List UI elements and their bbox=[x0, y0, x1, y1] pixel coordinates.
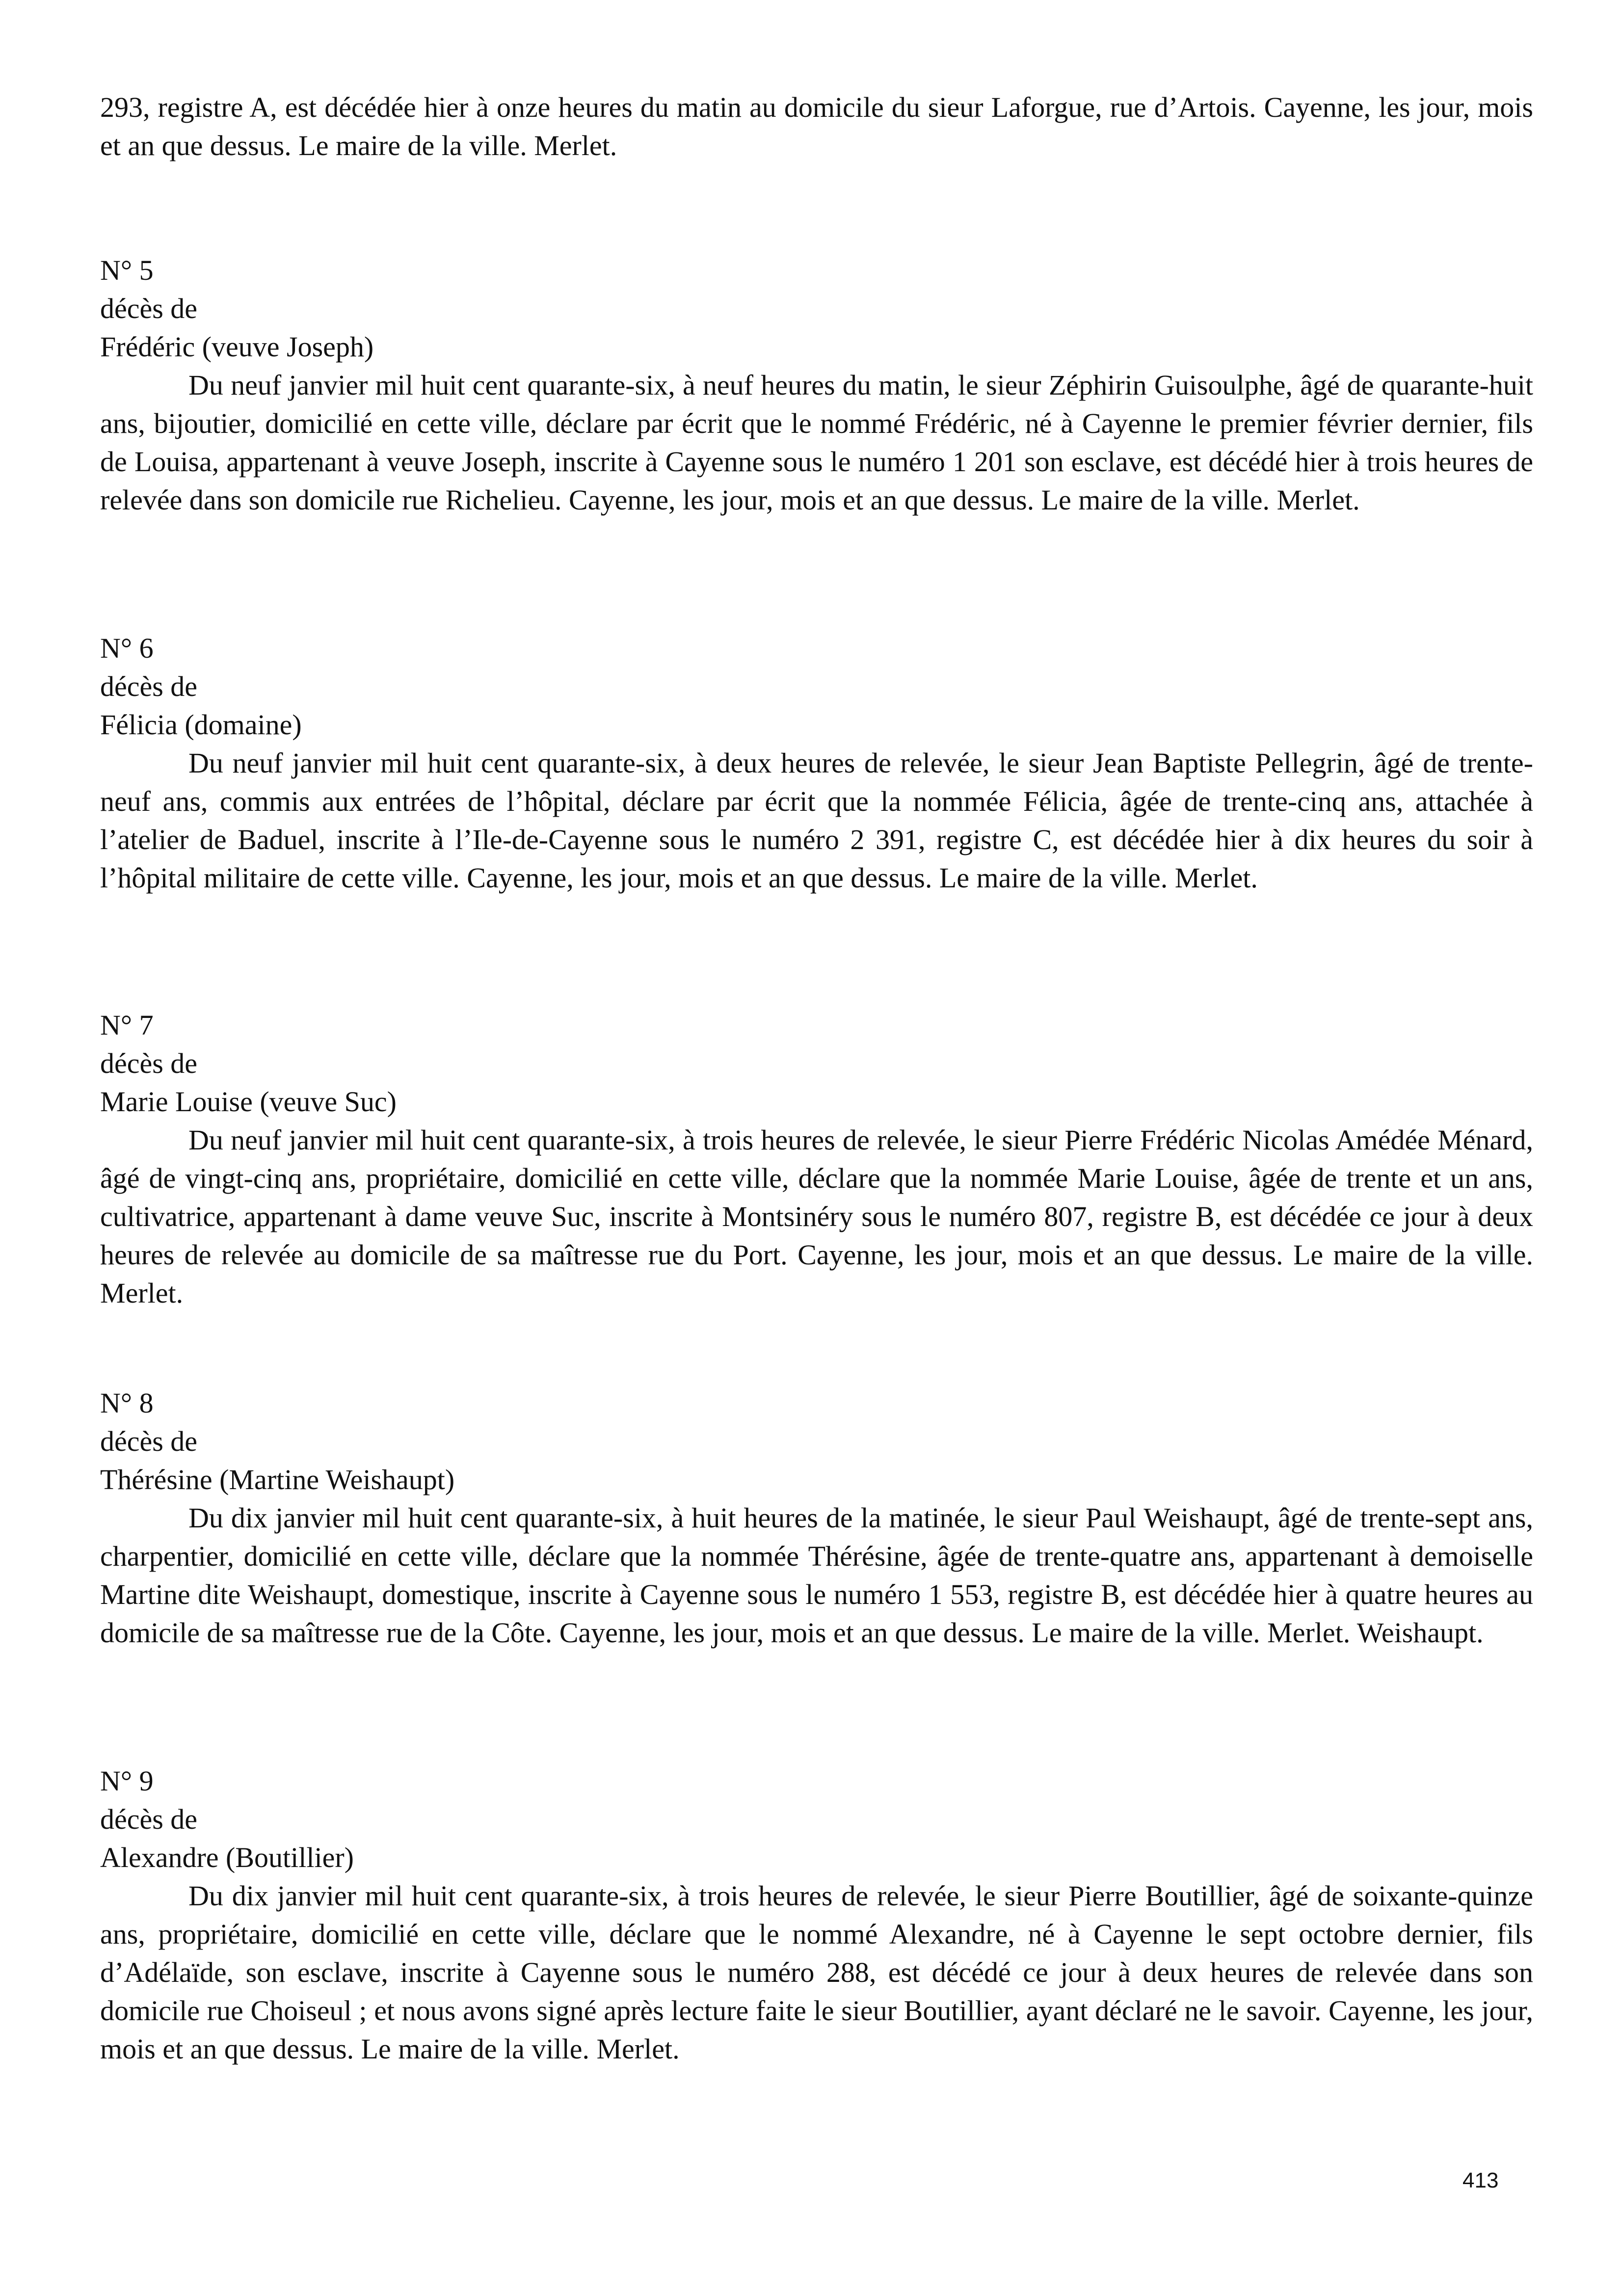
entry-n5 bbox=[100, 251, 1533, 519]
entry-name: Marie Louise (veuve Suc) bbox=[100, 1086, 397, 1118]
entry-n9 bbox=[100, 1762, 1533, 2068]
entry-name: Thérésine (Martine Weishaupt) bbox=[100, 1464, 455, 1495]
entry-kind: décès de bbox=[100, 670, 198, 702]
entry-kind: décès de bbox=[100, 1803, 198, 1835]
entry-number: N° 7 bbox=[100, 1009, 154, 1041]
entry-name: Félicia (domaine) bbox=[100, 709, 302, 741]
entry-n8 bbox=[100, 1384, 1533, 1652]
entry-kind: décès de bbox=[100, 1047, 198, 1079]
entry-name: Alexandre (Boutillier) bbox=[100, 1842, 354, 1873]
entry-number: N° 9 bbox=[100, 1765, 154, 1797]
entry-body: Du neuf janvier mil huit cent quarante-six, à neuf heures du matin, le sieur Zéphirin Guisoulphe, âgé de quarante-huit ans, bijoutier, domicilié en cette ville, déclare par écrit que le nommé Frédéric, né à Cayenne le premier février dernier, fils de Louisa, appartenant à veuve Joseph, inscrite à Cayenne sous le numéro 1 201 son esclave, est décédé hier à trois heures de relevée dans son domicile rue Richelieu. Cayenne, les jour, mois et an que dessus. Le maire de la ville. Merlet. bbox=[100, 369, 1533, 516]
entry-number: N° 8 bbox=[100, 1387, 154, 1419]
page-number: 413 bbox=[1462, 2168, 1499, 2192]
continuation-paragraph: 293, registre A, est décédée hier à onze heures du matin au domicile du sieur Laforgue, rue d’Artois. Cayenne, les jour, mois et an que dessus. Le maire de la ville. Merlet. bbox=[100, 91, 1533, 161]
entry-number: N° 5 bbox=[100, 254, 154, 286]
entry-name: Frédéric (veuve Joseph) bbox=[100, 331, 374, 363]
entry-body: Du neuf janvier mil huit cent quarante-six, à deux heures de relevée, le sieur Jean Baptiste Pellegrin, âgé de trente-neuf ans, commis aux entrées de l’hôpital, déclare par écrit que la nommée Félicia, âgée de trente-cinq ans, attachée à l’atelier de Baduel, inscrite à l’Ile-de-Cayenne sous le numéro 2 391, registre C, est décédée hier à dix heures du soir à l’hôpital militaire de cette ville. Cayenne, les jour, mois et an que dessus. Le maire de la ville. Merlet. bbox=[100, 747, 1533, 894]
entry-kind: décès de bbox=[100, 293, 198, 324]
entry-kind: décès de bbox=[100, 1425, 198, 1457]
entry-body: Du dix janvier mil huit cent quarante-six, à huit heures de la matinée, le sieur Paul Weishaupt, âgé de trente-sept ans, charpentier, domicilié en cette ville, déclare que la nommée Thérésine, âgée de trente-quatre ans, appartenant à demoiselle Martine dite Weishaupt, domestique, inscrite à Cayenne sous le numéro 1 553, registre B, est décédée hier à quatre heures au domicile de sa maîtresse rue de la Côte. Cayenne, les jour, mois et an que dessus. Le maire de la ville. Merlet. Weishaupt. bbox=[100, 1502, 1533, 1649]
entry-n6 bbox=[100, 629, 1533, 897]
entry-body: Du neuf janvier mil huit cent quarante-six, à trois heures de relevée, le sieur Pierre Frédéric Nicolas Amédée Ménard, âgé de vingt-cinq ans, propriétaire, domicilié en cette ville, déclare que la nommée Marie Louise, âgée de trente et un ans, cultivatrice, appartenant à dame veuve Suc, inscrite à Montsinéry sous le numéro 807, registre B, est décédée ce jour à deux heures de relevée au domicile de sa maîtresse rue du Port. Cayenne, les jour, mois et an que dessus. Le maire de la ville. Merlet. bbox=[100, 1124, 1533, 1309]
entry-number: N° 6 bbox=[100, 632, 154, 664]
entry-n7 bbox=[100, 1006, 1533, 1312]
entry-body: Du dix janvier mil huit cent quarante-six, à trois heures de relevée, le sieur Pierre Boutillier, âgé de soixante-quinze ans, propriétaire, domicilié en cette ville, déclare que le nommé Alexandre, né à Cayenne le sept octobre dernier, fils d’Adélaïde, son esclave, inscrite à Cayenne sous le numéro 288, est décédé ce jour à deux heures de relevée dans son domicile rue Choiseul ; et nous avons signé après lecture faite le sieur Boutillier, ayant déclaré ne le savoir. Cayenne, les jour, mois et an que dessus. Le maire de la ville. Merlet. bbox=[100, 1880, 1533, 2065]
